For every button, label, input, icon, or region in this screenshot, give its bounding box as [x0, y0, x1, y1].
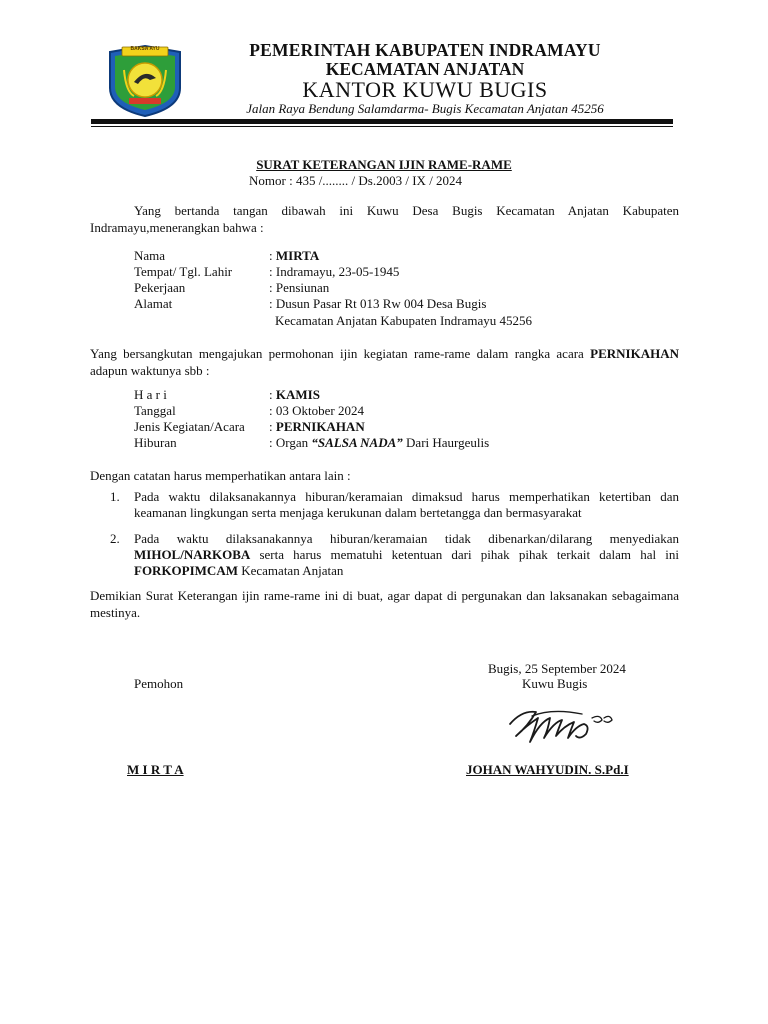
field-value: [269, 387, 320, 403]
note-bold-b: FORKOPIMCAM: [134, 563, 238, 578]
note-text-a: Pada waktu dilaksanakannya hiburan/keramaian tidak dibenarkan/dilarang menyediakan: [134, 531, 679, 546]
note-text-c: Kecamatan Anjatan: [237, 563, 344, 578]
signature-position: Kuwu Bugis: [522, 676, 588, 691]
field-value: Kecamatan Anjatan Kabupaten Indramayu 45256: [275, 313, 533, 328]
field-value: : Pensiunan: [269, 280, 330, 295]
colon: :: [269, 419, 276, 434]
hiburan-origin: Dari Haurgeulis: [402, 435, 490, 450]
hari-value: KAMIS: [275, 387, 320, 402]
regency-logo-emblem: [104, 42, 186, 118]
intro-paragraph: Yang bertanda tangan dibawah ini Kuwu Desa Bugis Kecamatan Anjatan Kabupaten Indramayu,menerangkan bahwa :: [90, 203, 679, 235]
office-heading: KANTOR KUWU BUGIS: [302, 77, 548, 102]
government-heading: PEMERINTAH KABUPATEN INDRAMAYU: [249, 40, 601, 60]
handwritten-signature: [492, 696, 642, 754]
logo-banner-text: BAKSA AYU: [130, 46, 160, 52]
field-value: : 03 Oktober 2024: [269, 403, 364, 418]
applicant-label: Pemohon: [134, 676, 184, 691]
official-name: JOHAN WAHYUDIN. S.Pd.I: [466, 762, 629, 777]
field-label: Pekerjaan: [134, 280, 186, 295]
field-value: : Dusun Pasar Rt 013 Rw 004 Desa Bugis: [269, 296, 487, 311]
colon: :: [269, 248, 276, 263]
field-value: : Indramayu, 23-05-1945: [269, 264, 400, 279]
note-bold-a: MIHOL/NARKOBA: [134, 547, 251, 562]
field-label: H a r i: [134, 387, 167, 402]
field-value: [269, 419, 365, 435]
request-text: Yang bersangkutan mengajukan permohonan ijin kegiatan rame-rame dalam rangka acara: [90, 346, 591, 361]
note-text: Pada waktu dilaksanakannya hiburan/keramaian dimaksud harus memperhatikan ketertiban dan keamanan lingkungan serta menjaga kerukunan dalam bertetangga dan bermasyarakat: [134, 489, 679, 520]
field-label: Alamat: [134, 296, 173, 311]
field-value: [269, 248, 319, 264]
applicant-name: M I R T A: [127, 762, 184, 777]
header-rule-thin: [91, 126, 673, 127]
header-rule-thick: [91, 119, 673, 124]
field-label: Nama: [134, 248, 166, 263]
field-value: [269, 435, 489, 451]
note-number: 1.: [110, 489, 120, 504]
letter-title: SURAT KETERANGAN IJIN RAME-RAME: [256, 157, 512, 172]
field-label: Hiburan: [134, 435, 177, 450]
hiburan-text: : Organ: [269, 435, 312, 450]
note-text-b: serta harus mematuhi ketentuan dari pihak pihak terkait dalam hal ini: [250, 547, 679, 562]
signature-place-date: Bugis, 25 September 2024: [488, 661, 626, 676]
hiburan-band: “SALSA NADA”: [311, 435, 403, 450]
field-label: Tanggal: [134, 403, 176, 418]
request-text-end: adapun waktunya sbb :: [90, 363, 210, 378]
office-address: Jalan Raya Bendung Salamdarma- Bugis Kecamatan Anjatan 45256: [246, 101, 604, 116]
note-number: 2.: [110, 531, 120, 546]
note-text: [134, 531, 679, 579]
closing-paragraph: Demikian Surat Keterangan ijin rame-rame ini di buat, agar dapat di pergunakan dan laksanakan sebagaimana mestinya.: [90, 588, 679, 620]
request-event-type: PERNIKAHAN: [590, 346, 679, 361]
request-paragraph: [90, 345, 679, 379]
letter-number: Nomor : 435 /........ / Ds.2003 / IX / 2024: [249, 173, 463, 188]
field-label: Jenis Kegiatan/Acara: [134, 419, 245, 434]
kecamatan-heading: KECAMATAN ANJATAN: [325, 59, 525, 79]
notes-intro: Dengan catatan harus memperhatikan antara lain :: [90, 468, 351, 483]
colon: :: [269, 387, 276, 402]
jenis-value: PERNIKAHAN: [275, 419, 365, 434]
field-label: Tempat/ Tgl. Lahir: [134, 264, 233, 279]
nama-value: MIRTA: [275, 248, 320, 263]
